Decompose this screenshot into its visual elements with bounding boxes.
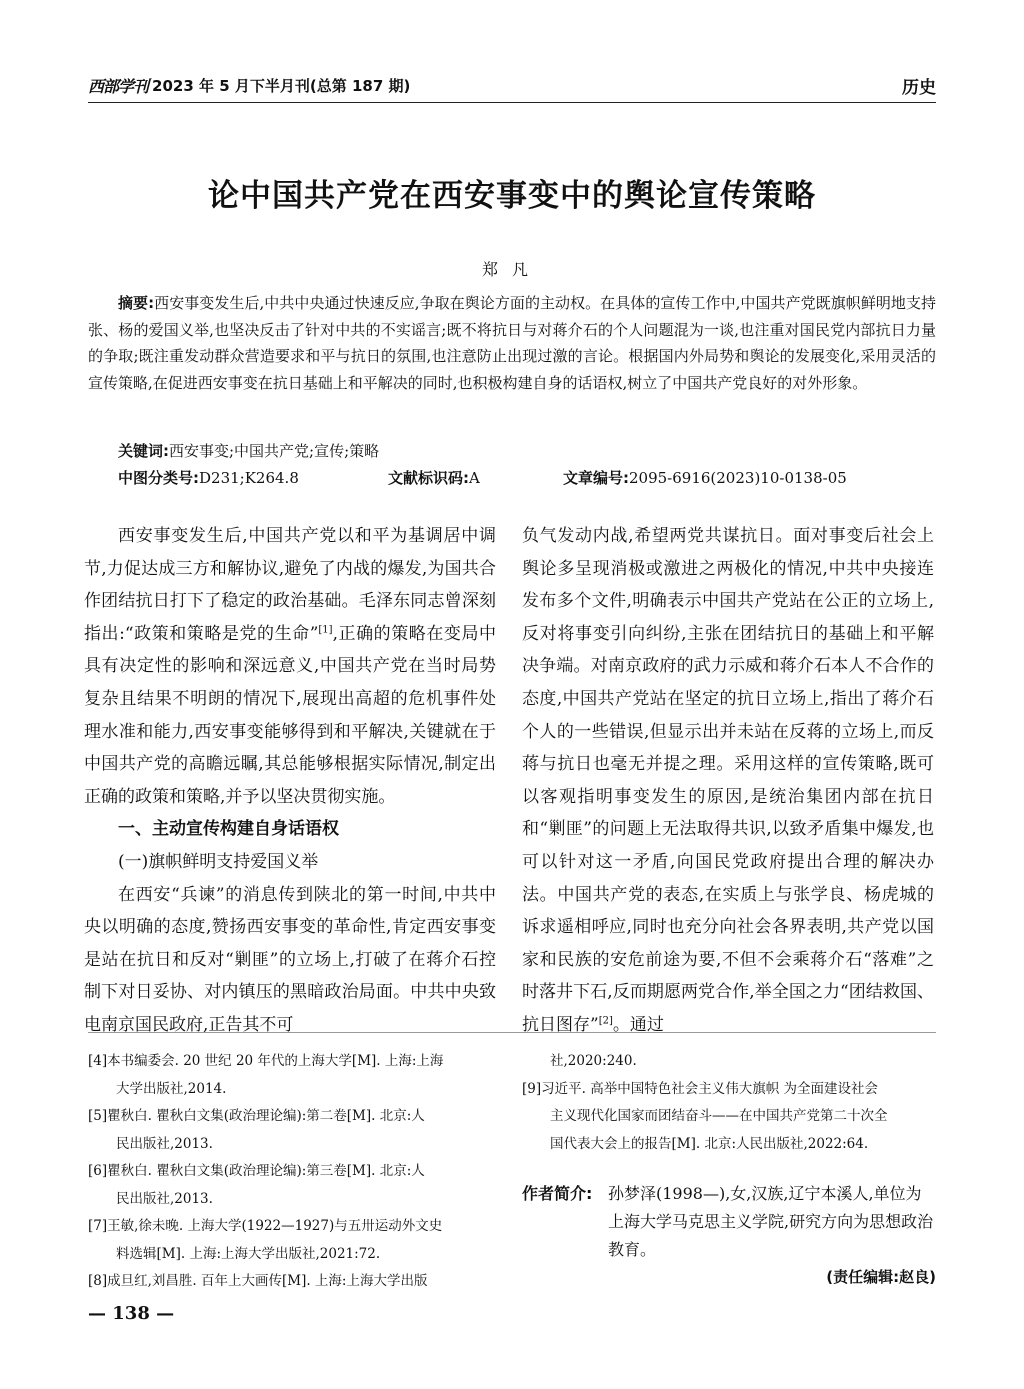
article-title: 论中国共产党在西安事变中的舆论宣传策略 <box>208 178 816 214</box>
article-label: 文章编号: <box>563 469 629 487</box>
reference-item: [9]习近平. 高举中国特色社会主义伟大旗帜 为全面建设社会 <box>522 1080 878 1097</box>
issue-info: 2023 年 5 月下半月刊(总第 187 期) <box>152 76 411 95</box>
running-header <box>88 68 936 103</box>
keywords-label: 关键词: <box>118 442 169 460</box>
responsible-editor: (责任编辑:赵良) <box>826 1268 936 1286</box>
bio-text: 孙梦泽(1998—),女,汉族,辽宁本溪人,单位为上海大学马克思主义学院,研究方向为思想政治教育。 <box>608 1184 934 1259</box>
abstract <box>88 290 936 396</box>
citation-ref: [2] <box>598 1015 613 1027</box>
paragraph-text: 西安事变发生后,中国共产党以和平为基调居中调节,力促达成三方和解协议,避免了内战的爆发,为国共合作团结抗日打下了稳定的政治基础。毛泽东同志曾深刻指出:“政策和策略是党的生命” <box>84 526 496 644</box>
clc-code <box>118 465 388 491</box>
references-left <box>88 1048 508 1296</box>
reference-item: [4]本书编委会. 20 世纪 20 年代的上海大学[M]. 上海:上海 <box>88 1053 444 1069</box>
body-column-left <box>84 520 496 1042</box>
body-column-right <box>522 520 934 1042</box>
references-right <box>522 1048 936 1158</box>
section-name: 历史 <box>902 77 936 98</box>
reference-item: [6]瞿秋白. 瞿秋白文集(政治理论编):第三卷[M]. 北京:人 <box>88 1163 425 1179</box>
author-bio <box>522 1180 936 1264</box>
article-value: 2095-6916(2023)10-0138-05 <box>629 469 847 487</box>
author-name: 郑凡 <box>481 260 542 279</box>
doc-label: 文献标识码: <box>388 469 469 487</box>
reference-continuation: 国代表大会上的报告[M]. 北京:人民出版社,2022:64. <box>550 1135 869 1152</box>
subsection-heading: (一)旗帜鲜明支持爱国义举 <box>118 851 319 872</box>
reference-item: [5]瞿秋白. 瞿秋白文集(政治理论编):第二卷[M]. 北京:人 <box>88 1108 425 1124</box>
abstract-text: 西安事变发生后,中共中央通过快速反应,争取在舆论方面的主动权。在具体的宣传工作中,中国共产党既旗帜鲜明地支持张、杨的爱国义举,也坚决反击了针对中共的不实谣言;既不将抗日与对蒋介石的个人问题混为一谈,也注重对国民党内部抗日力量的争取;既注重发动群众营造要求和平与抗日的氛围,也注意防止出现过激的言论。根据国内外局势和舆论的发展变化,采用灵活的宣传策略,在促进西安事变在抗日基础上和平解决的同时,也积极构建自身的话语权,树立了中国共产党良好的对外形象。 <box>88 294 937 392</box>
clc-label: 中图分类号: <box>118 469 199 487</box>
reference-continuation: 料选辑[M]. 上海:上海大学出版社,2021:72. <box>116 1245 381 1262</box>
article-meta <box>118 465 936 491</box>
keywords-text: 西安事变;中国共产党;宣传;策略 <box>169 442 380 460</box>
reference-continuation: 主义现代化国家而团结奋斗——在中国共产党第二十次全 <box>550 1108 888 1124</box>
abstract-label: 摘要: <box>118 294 155 312</box>
reference-continuation: 民出版社,2013. <box>116 1135 213 1152</box>
body-paragraph <box>522 520 934 1042</box>
article-number <box>563 465 847 491</box>
page-number: — 138 — <box>88 1303 175 1324</box>
reference-item: [8]成旦红,刘昌胜. 百年上大画传[M]. 上海:上海大学出版 <box>88 1273 428 1289</box>
reference-continuation: 民出版社,2013. <box>116 1190 213 1207</box>
reference-continuation: 社,2020:240. <box>550 1053 637 1069</box>
footnote-divider <box>88 1032 936 1033</box>
paragraph-text: 。通过 <box>612 1014 664 1035</box>
section-heading: 一、主动宣传构建自身话语权 <box>118 819 339 840</box>
clc-value: D231;K264.8 <box>199 469 299 487</box>
bio-label: 作者简介: <box>522 1184 593 1203</box>
body-paragraph: 在西安“兵谏”的消息传到陕北的第一时间,中共中央以明确的态度,赞扬西安事变的革命性,肯定西安事变是站在抗日和反对“剿匪”的立场上,打破了在蒋介石控制下对日妥协、对内镇压的黑暗政治局面。中共中央致电南京国民政府,正告其不可 <box>84 884 496 1035</box>
paragraph-text: ,正确的策略在变局中具有决定性的影响和深远意义,中国共产党在当时局势复杂且结果不明朗的情况下,展现出高超的危机事件处理水准和能力,西安事变能够得到和平解决,关键就在于中国共产党的高瞻远瞩,其总能够根据实际情况,制定出正确的政策和策略,并予以坚决贯彻实施。 <box>84 623 497 807</box>
paragraph-text: 负气发动内战,希望两党共谋抗日。面对事变后社会上舆论多呈现消极或激进之两极化的情况,中共中央接连发布多个文件,明确表示中国共产党站在公正的立场上,反对将事变引向纠纷,主张在团结抗日的基础上和平解决争端。对南京政府的武力示威和蒋介石本人不合作的态度,中国共产党站在坚定的抗日立场上,指出了蒋介石个人的一些错误,但显示出并未站在反蒋的立场上,而反蒋与抗日也毫无并提之理。采用这样的宣传策略,既可以客观指明事变发生的原因,是统治集团内部在抗日和“剿匪”的问题上无法取得共识,以致矛盾集中爆发,也可以针对这一矛盾,向国民党政府提出合理的解决办法。中国共产党的表态,在实质上与张学良、杨虎城的诉求遥相呼应,同时也充分向社会各界表明,共产党以国家和民族的安危前途为要,不但不会乘蒋介石“落难”之时落井下石,反而期愿两党合作,举全国之力“团结救国、抗日图存” <box>522 526 934 1035</box>
reference-continuation: 大学出版社,2014. <box>116 1080 227 1097</box>
citation-ref: [1] <box>318 624 333 636</box>
reference-item: [7]王敏,徐未晚. 上海大学(1922—1927)与五卅运动外文史 <box>88 1218 443 1234</box>
doc-code <box>388 465 563 491</box>
doc-value: A <box>469 469 480 487</box>
body-paragraph <box>84 520 496 813</box>
header-left <box>88 74 410 97</box>
keywords <box>118 438 936 464</box>
journal-logo: 西部学刊 <box>88 76 149 96</box>
